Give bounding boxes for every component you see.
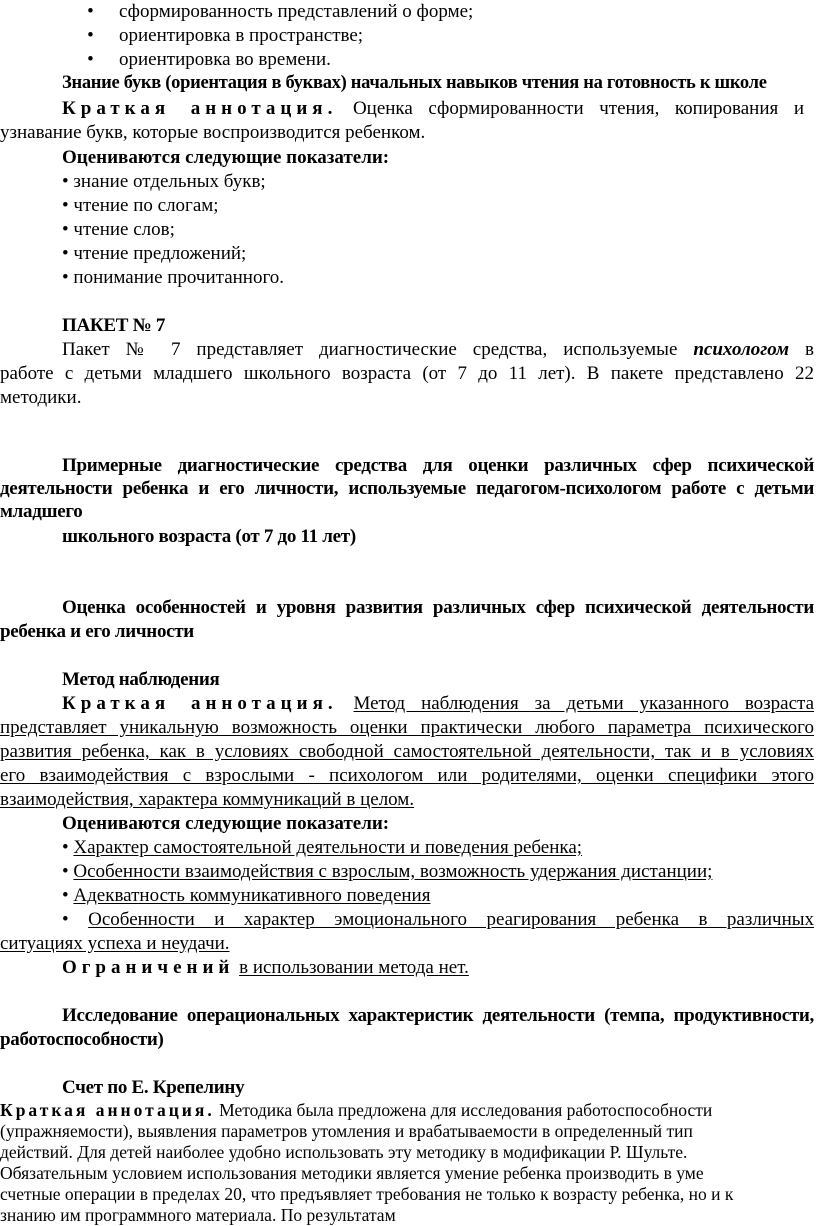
list-item-text: ориентировка во времени. [119, 49, 331, 70]
list-item: • Характер самостоятельной деятельности и поведения ребенка; [62, 837, 583, 858]
annotation-label: Краткая аннотация. [0, 1100, 215, 1120]
emphasis: психологом [693, 339, 790, 360]
annotation-line: действий. Для детей наиболее удобно использовать эту методику в модификации Р. Шульте. [0, 1142, 688, 1162]
section-heading: Оценка особенностей и уровня развития различных сфер психической деятельности [62, 597, 814, 618]
annotation-line: Обязательным условием использования методики является умение ребенка производить в уме [0, 1163, 704, 1183]
list-item-text: сформированность представлений о форме; [119, 1, 474, 22]
section-heading: младшего [0, 501, 83, 522]
section-heading: работоспособности) [0, 1029, 164, 1050]
section-heading: Исследование операциональных характеристик деятельности (темпа, продуктивности, [62, 1005, 814, 1026]
section-heading: Примерные диагностические средства для оценки различных сфер психической [62, 455, 814, 476]
list-item: • Особенности и характер эмоционального реагирования ребенка в различных [62, 909, 814, 930]
annotation-label: Краткая аннотация. [62, 693, 338, 714]
indicators-heading: Оцениваются следующие показатели: [62, 813, 390, 834]
annotation-line: Краткая аннотация. Методика была предложена для исследования работоспособности [0, 1100, 713, 1120]
annotation-line: его взаимодействия с взрослыми - психологом или родителями, оценки специфики этого [0, 765, 814, 786]
package-title: ПАКЕТ № 7 [62, 315, 166, 336]
package-line: работе с детьми младшего школьного возраста (от 7 до 11 лет). В пакете представлено 22 [0, 363, 814, 384]
top-list-item: • сформированность представлений о форме; [87, 1, 474, 22]
list-item: • чтение предложений; [62, 243, 247, 264]
list-item: • Адекватность коммуникативного поведения [62, 885, 431, 906]
annotation-label: Краткая аннотация. [62, 98, 338, 119]
annotation-line: взаимодействия, характера коммуникаций в целом. [0, 789, 415, 810]
list-item: • чтение слов; [62, 219, 175, 240]
section-heading: деятельности ребенка и его личности, используемые педагогом-психологом работе с детьми [0, 478, 814, 499]
top-list-item: • ориентировка во времени. [87, 49, 331, 70]
list-item: • Особенности взаимодействия с взрослым, возможность удержания дистанции; [62, 861, 713, 882]
method-title: Счет по Е. Крепелину [62, 1077, 245, 1098]
annotation-line: развития ребенка, как в условиях свободной самостоятельной деятельности, так и в условиях [0, 741, 814, 762]
list-item-text: ориентировка в пространстве; [119, 25, 364, 46]
section-heading: ребенка и его личности [0, 621, 194, 642]
annotation-line: представляет уникальную возможность оценки практически любого параметра психического [0, 717, 814, 738]
annotation-line: узнавание букв, которые воспроизводится ребенком. [0, 122, 426, 143]
annotation-line: знанию им программного материала. По результатам [0, 1205, 396, 1225]
package-line: Пакет № 7 представляет диагностические средства, используемые психологом в [62, 339, 815, 360]
package-line: методики. [0, 387, 82, 408]
annotation-line: Краткая аннотация. Оценка сформированности чтения, копирования и [62, 98, 805, 119]
limitations-line: Ограничений в использовании метода нет. [62, 957, 469, 978]
annotation-line: Краткая аннотация. Метод наблюдения за детьми указанного возраста [62, 693, 815, 714]
list-item: • чтение по слогам; [62, 195, 219, 216]
list-item-continuation: ситуациях успеха и неудачи. [0, 933, 230, 954]
limitations-label: Ограничений [62, 957, 235, 978]
annotation-line: счетные операции в пределах 20, что предъявляет требования не только к возрасту ребенка, но и к [0, 1184, 734, 1204]
method-title: Метод наблюдения [62, 669, 220, 690]
list-item: • знание отдельных букв; [62, 171, 266, 192]
indicators-heading: Оцениваются следующие показатели: [62, 147, 390, 168]
section-heading: школьного возраста (от 7 до 11 лет) [62, 526, 356, 547]
top-list-item: • ориентировка в пространстве; [87, 25, 364, 46]
list-item: • понимание прочитанного. [62, 267, 285, 288]
section-heading: Знание букв (ориентация в буквах) начальных навыков чтения на готовность к школе [62, 73, 767, 93]
annotation-line: (упражняемости), выявления параметров утомления и врабатываемости в определенный тип [0, 1121, 693, 1141]
